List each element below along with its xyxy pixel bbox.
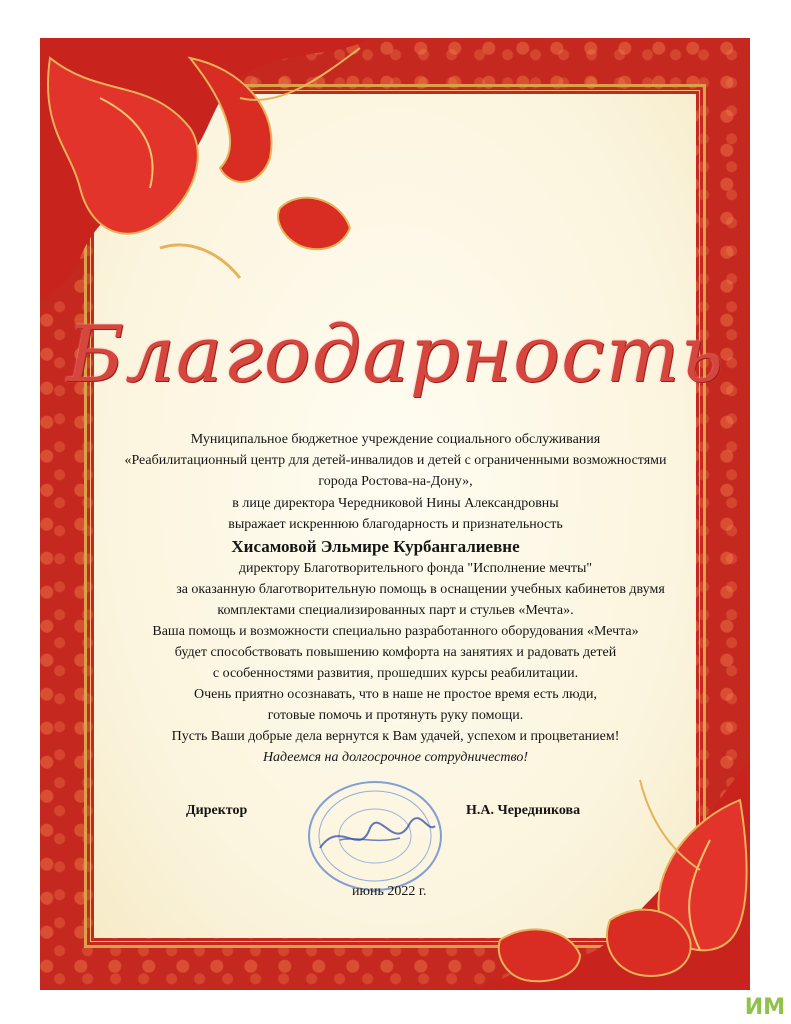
text-line: в лице директора Чередниковой Нины Александровны: [232, 496, 559, 511]
text-line: выражает искреннюю благодарность и признательность: [228, 517, 563, 532]
body-line: Очень приятно осознавать, что в наше не простое время есть люди,: [194, 687, 597, 702]
signature-name: Н.А. Чередникова: [466, 803, 581, 818]
body-line: за оказанную благотворительную помощь в оснащении учебных кабинетов двумя: [176, 582, 665, 597]
signature-role: Директор: [186, 803, 248, 818]
text-line: «Реабилитационный центр для детей-инвалидов и детей с ограниченными возможностями: [124, 453, 667, 468]
bottom-right-flower-ornament: [470, 760, 750, 990]
official-stamp: [300, 778, 450, 898]
certificate-heading: Благодарность: [66, 310, 725, 400]
body-line: готовые помочь и протянуть руку помощи.: [267, 708, 524, 723]
recipient-name: Хисамовой Эльмире Курбангалиевне: [231, 537, 520, 556]
issue-date: июнь 2022 г.: [352, 884, 427, 899]
text-line: Муниципальное бюджетное учреждение социального обслуживания: [190, 432, 601, 447]
body-line: Ваша помощь и возможности специально разработанного оборудования «Мечта»: [152, 624, 639, 639]
text-line: города Ростова-на-Дону»,: [318, 474, 473, 489]
top-left-flower-ornament: [40, 38, 370, 298]
body-line: комплектами специализированных парт и стульев «Мечта».: [217, 603, 574, 618]
body-line: с особенностями развития, прошедших курсы реабилитации.: [212, 666, 579, 681]
body-line: Пусть Ваши добрые дела вернутся к Вам удачей, успехом и процветанием!: [171, 729, 620, 744]
body-line: директору Благотворительного фонда "Исполнение мечты": [238, 561, 593, 576]
watermark-logo: ИМ: [744, 995, 785, 1020]
body-line: будет способствовать повышению комфорта на занятиях и радовать детей: [174, 645, 617, 660]
closing-line: Надеемся на долгосрочное сотрудничество!: [262, 750, 529, 765]
